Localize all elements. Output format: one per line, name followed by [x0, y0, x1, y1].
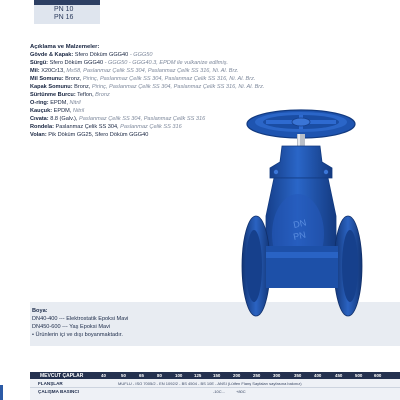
paint-line: • Ürünlerin içi ve dışı boyanmaktadır.	[32, 332, 123, 338]
pressure-cell: -10C...	[213, 389, 226, 394]
pressure-rating-pn10: PN 10	[54, 6, 74, 13]
diameter-header-cell: 250	[253, 373, 261, 378]
spec-alternatives: Pirinç, Paslanmaz Çelik SS 304, Paslanmaz Çelik SS 316, Ni. Al. Brz.	[81, 76, 256, 82]
table-row-label-flanges: FLANŞLAR	[38, 381, 63, 386]
spec-alternatives: Nitril	[67, 100, 81, 106]
spec-alternatives: Nitril	[71, 108, 85, 114]
spec-alternatives: Paslanmaz Çelik SS 304, Paslanmaz Çelik SS 316	[77, 116, 206, 122]
spec-label: Kauçuk:	[30, 108, 53, 114]
spec-line	[30, 85, 265, 91]
spec-line	[30, 117, 205, 123]
spec-label: Sürtünme Burcu:	[30, 92, 76, 98]
spec-label: Mil Somunu:	[30, 76, 64, 82]
spec-line	[30, 93, 110, 99]
pressure-cell: +80C	[236, 389, 246, 394]
spec-label: O-ring:	[30, 100, 49, 106]
spec-label: Sürgü:	[30, 60, 49, 66]
gate-valve-image	[236, 106, 366, 336]
pressure-rating-tab	[34, 0, 100, 5]
spec-value: Paslanmaz Çelik SS 304,	[55, 124, 119, 130]
spec-line	[30, 61, 228, 67]
table-row-label-pressure: ÇALIŞMA BASINCI	[38, 389, 79, 394]
spec-alternatives: Paslanmaz Çelik SS 316	[118, 124, 182, 130]
spec-value: Sfero Döküm GGG40	[74, 52, 129, 58]
paint-title: Boya:	[32, 308, 48, 314]
table-row-divider	[30, 387, 400, 388]
paint-line: DN450-600 --- Yaş Epoksi Mavi	[32, 324, 111, 330]
spec-value: Pik Döküm GG25, Sfero Döküm GGG40	[48, 132, 149, 138]
pressure-rating-pn16: PN 16	[54, 14, 74, 21]
spec-label: Kapak Somunu:	[30, 84, 73, 90]
diameter-header-cell: 600	[374, 373, 382, 378]
diameter-header-cell: 125	[194, 373, 202, 378]
spec-alternatives: - GGG50	[128, 52, 153, 58]
diameter-header-cell: 500	[355, 373, 363, 378]
spec-value: Teflon,	[77, 92, 94, 98]
diameter-header-cell: 50	[121, 373, 126, 378]
casting-mark-dn: DN	[292, 217, 308, 230]
paint-line: DN40-400 --- Elektrostatik Epoksi Mavi	[32, 316, 129, 322]
diameter-header-cell: 300	[273, 373, 281, 378]
spec-value: 8.8 (Galv.),	[50, 116, 78, 122]
spec-line	[30, 109, 84, 115]
diameter-header-cell: 100	[175, 373, 183, 378]
spec-value: X20Cr13,	[41, 68, 65, 74]
page-edge-strip	[0, 385, 3, 400]
diameter-header-cell: 400	[314, 373, 322, 378]
spec-alternatives: Bronz	[93, 92, 110, 98]
diameter-header-cell: 150	[213, 373, 221, 378]
spec-alternatives: Ms58, Paslanmaz Çelik SS 304, Paslanmaz Çelik SS 316, Ni. Al. Brz.	[64, 68, 239, 74]
specs-heading: Açıklama ve Malzemeler:	[30, 44, 100, 50]
spec-value: Bronz,	[74, 84, 91, 90]
spec-label: Gövde & Kapak:	[30, 52, 74, 58]
casting-mark-pn: PN	[292, 229, 307, 242]
spec-label: Cıvata:	[30, 116, 49, 122]
spec-line	[30, 77, 256, 83]
diameter-header-cell: 65	[139, 373, 144, 378]
diameter-header-cell: 350	[294, 373, 302, 378]
spec-line	[30, 133, 148, 139]
spec-value: Sfero Döküm GGG40	[49, 60, 104, 66]
spec-value: Bronz,	[65, 76, 82, 82]
spec-alternatives: - GGG50 - GGG40.3, EPDM ile vulkanize edilmiş.	[103, 60, 229, 66]
diameter-header-cell: 80	[157, 373, 162, 378]
spec-line	[30, 53, 153, 59]
table-header-label: MEVCUT ÇAPLAR	[40, 373, 84, 379]
flange-standards-cell: MUFLU - ISO 7005/2 - EN 1092/2 - BS 4504 - BS 10E - ANSI (Lütfen Flanş Sayfaları sayfasına bakınız)	[118, 381, 302, 386]
spec-label: Mil:	[30, 68, 40, 74]
spec-label: Volan:	[30, 132, 47, 138]
diameter-header-cell: 200	[233, 373, 241, 378]
diameter-header-cell: 40	[101, 373, 106, 378]
spec-line	[30, 69, 239, 75]
spec-line	[30, 125, 182, 131]
spec-value: EPDM,	[50, 100, 68, 106]
spec-alternatives: Pirinç, Paslanmaz Çelik SS 304, Paslanmaz Çelik SS 316, Ni. Al. Brz.	[90, 84, 265, 90]
spec-line	[30, 101, 81, 107]
diameter-header-cell: 450	[335, 373, 343, 378]
spec-label: Rondela:	[30, 124, 54, 130]
spec-value: EPDM,	[53, 108, 72, 114]
